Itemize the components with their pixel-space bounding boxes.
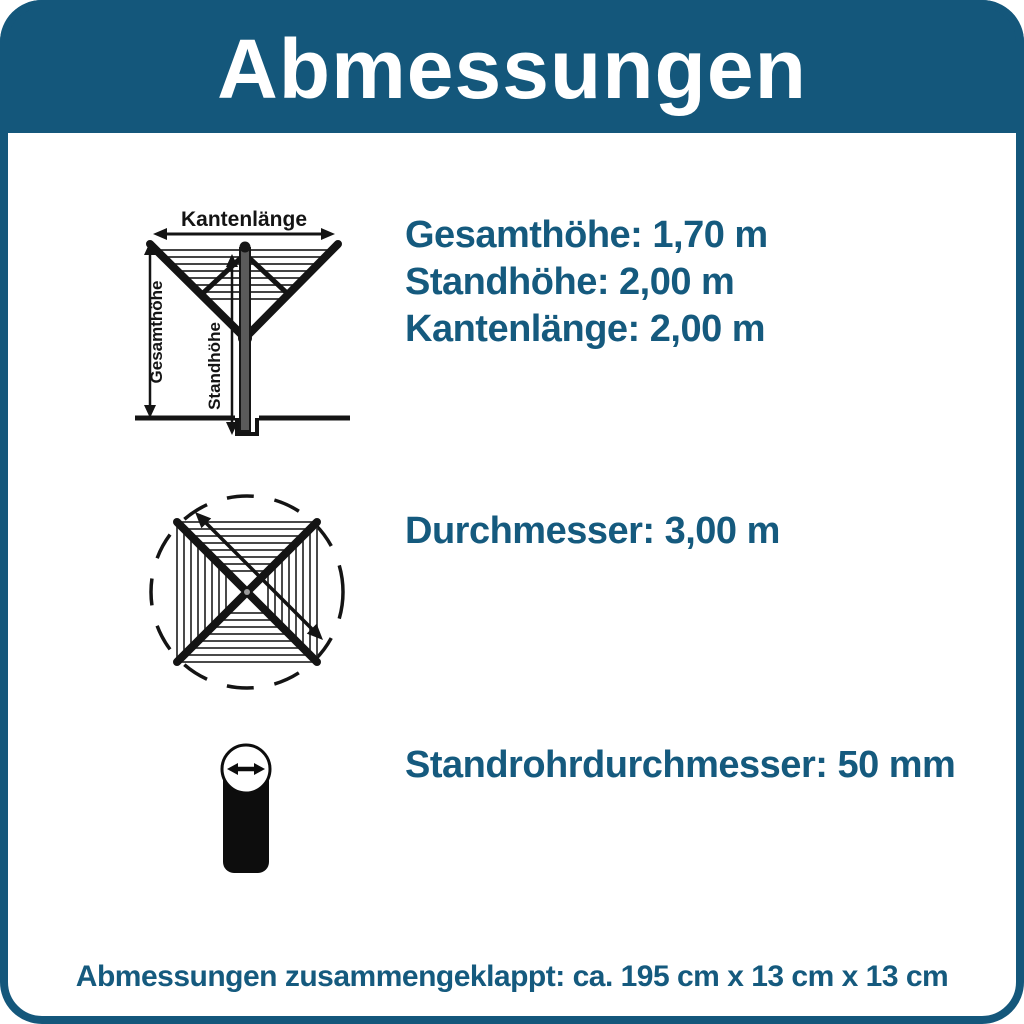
page-title: Abmessungen <box>217 21 807 116</box>
standhoehe-label: Standhöhe <box>205 322 224 410</box>
spec-durchmesser: Durchmesser: 3,00 m <box>405 510 780 552</box>
spec-kantenlaenge: Kantenlänge: 2,00 m <box>405 308 766 350</box>
pole <box>240 248 250 431</box>
standhoehe-arrow <box>226 254 238 435</box>
stand-pipe-diagram <box>216 735 276 885</box>
spec-standhoehe: Standhöhe: 2,00 m <box>405 261 735 303</box>
center-hub <box>244 589 250 595</box>
spec-standrohrdurchmesser: Standrohrdurchmesser: 50 mm <box>405 744 956 786</box>
specs-stand-pipe <box>405 742 955 789</box>
pole-cap <box>240 242 251 253</box>
kantenlaenge-label: Kantenlänge <box>180 208 308 231</box>
dryer-side-view-diagram <box>113 188 375 450</box>
dryer-top-view-diagram <box>137 482 357 702</box>
specs-diameter <box>405 508 780 555</box>
folded-dimensions-text: Abmessungen zusammengeklappt: ca. 195 cm x 13 cm x 13 cm <box>75 960 949 993</box>
gesamthoehe-label: Gesamthöhe <box>147 280 166 384</box>
spec-gesamthoehe: Gesamthöhe: 1,70 m <box>405 214 768 256</box>
specs-side-view <box>405 212 768 353</box>
